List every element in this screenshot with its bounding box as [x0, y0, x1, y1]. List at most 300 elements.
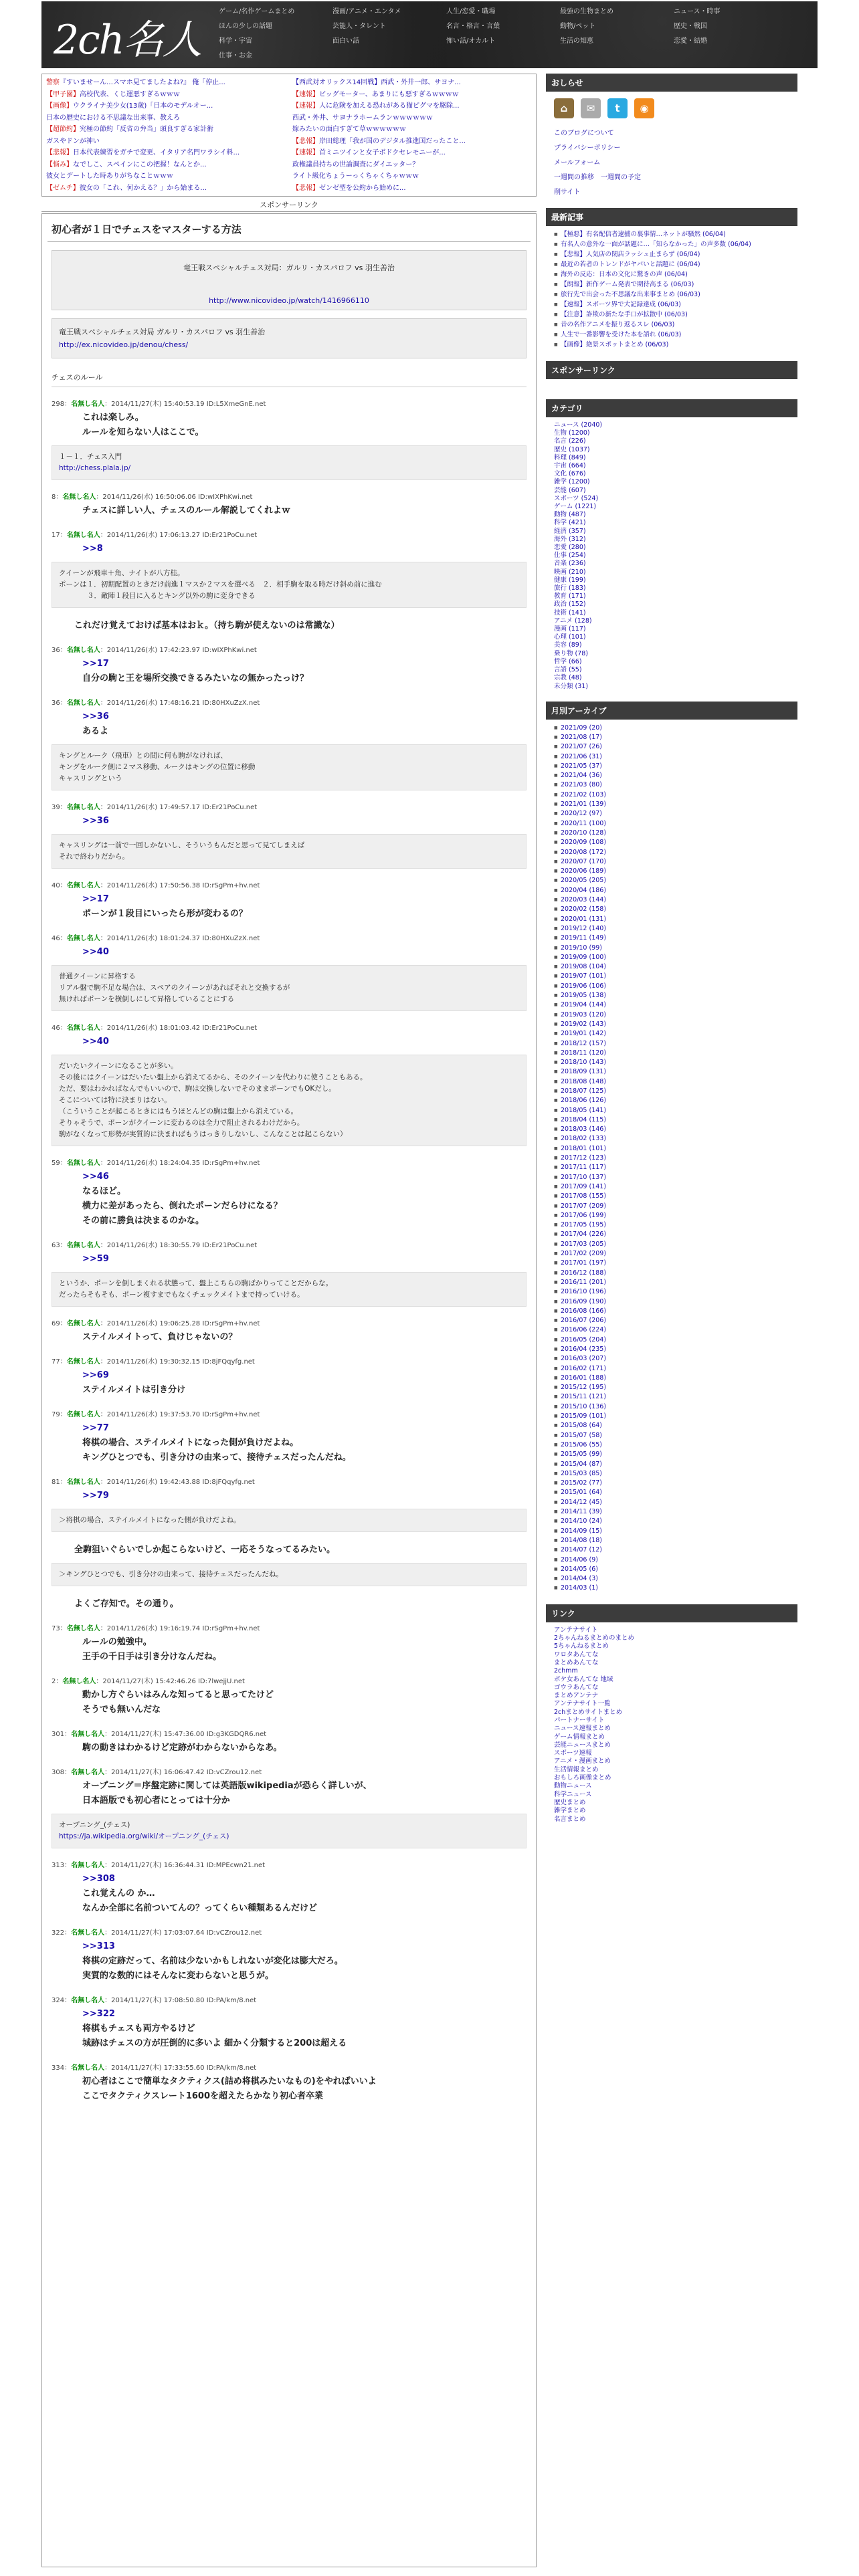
post-line: 将棋の場合、ステイルメイトになった側が負けだよね。 [82, 1438, 299, 1448]
news-item[interactable] [46, 147, 286, 159]
post-line: 初心者はここで簡単なタクティクス(詰め将棋みたいなもの)をやればいいよ [82, 2076, 377, 2086]
archive-link[interactable]: ■ 2018/07 (125) [554, 1087, 789, 1096]
archive-link[interactable]: ■ 2021/08 (17) [554, 733, 789, 742]
post-line: 実質的な数的にはそんなに変わらないと思うが。 [82, 1971, 274, 1981]
archive-link[interactable]: ■ 2017/10 (137) [554, 1173, 789, 1182]
site-logo[interactable]: 2ch名人 [54, 17, 201, 64]
category-link[interactable]: 文化 (676) [554, 470, 586, 478]
post-body [82, 1939, 527, 1983]
post-line: 将棋もチェスも両方やるけど [82, 2024, 195, 2034]
quote-line: ＞キングひとつでも、引き分けの由来って、接待チェスだったんだね。 [59, 1570, 283, 1578]
partner-link[interactable]: 2chまとめサイトまとめ [554, 1708, 623, 1716]
archive-link[interactable]: ■ 2015/07 (58) [554, 1431, 789, 1440]
news-title: 嫁みたいの面白すぎて草ｗｗｗｗｗｗ [292, 126, 406, 133]
news-title: 究極の節約「反省の弁当」頭良すぎる家計術 [80, 126, 213, 133]
news-item[interactable] [46, 183, 286, 195]
reply-anchor[interactable]: >>40 [82, 1037, 109, 1047]
reply-anchor[interactable]: >>69 [82, 1370, 109, 1380]
archive-link[interactable]: ■ 2021/07 (26) [554, 742, 789, 752]
news-item[interactable] [292, 136, 532, 148]
archive-link[interactable]: ■ 2019/09 (100) [554, 953, 789, 962]
category-link[interactable]: 歴史 (1037) [554, 445, 590, 453]
category-link[interactable]: 恋愛 (280) [554, 544, 586, 552]
archive-link[interactable]: ■ 2021/04 (36) [554, 771, 789, 780]
archive-link[interactable]: ■ 2018/06 (126) [554, 1096, 789, 1105]
category-link[interactable]: 経済 (357) [554, 527, 586, 535]
header-tag-link[interactable]: 面白い話 [332, 37, 359, 45]
header-tag-link[interactable]: 科学・宇宙 [219, 37, 252, 45]
archive-link[interactable]: ■ 2017/09 (141) [554, 1182, 789, 1192]
category-link[interactable]: 漫画 (117) [554, 625, 586, 633]
archive-link[interactable]: ■ 2015/02 (77) [554, 1479, 789, 1488]
post-body [82, 892, 527, 922]
news-item[interactable] [292, 171, 532, 183]
archive-link[interactable]: ■ 2017/04 (226) [554, 1230, 789, 1239]
archive-link[interactable]: ■ 2015/09 (101) [554, 1412, 789, 1421]
post-meta: ：2014/11/26(水) 16:50:06.06 ID:wIXPhKwi.net [96, 494, 253, 501]
partner-link[interactable]: 5ちゃんねるまとめ [554, 1642, 609, 1650]
header-tag-link[interactable]: 芸能人・タレント [332, 23, 386, 30]
archive-link[interactable]: ■ 2015/12 (195) [554, 1383, 789, 1392]
news-item[interactable] [46, 100, 286, 112]
archive-link[interactable]: ■ 2020/12 (97) [554, 809, 789, 819]
reply-anchor[interactable]: >>77 [82, 1423, 109, 1433]
archive-link[interactable]: ■ 2017/05 (195) [554, 1220, 789, 1230]
post-number: 39 [52, 804, 60, 811]
archive-link[interactable]: ■ 2018/04 (115) [554, 1115, 789, 1125]
thread-post [52, 1994, 527, 2051]
category-link[interactable]: アニメ (128) [554, 617, 592, 625]
post-body [82, 710, 527, 739]
category-link[interactable]: 旅行 (183) [554, 584, 586, 593]
link-box-url[interactable]: https://ja.wikipedia.org/wiki/オープニング_(チェス) [59, 1832, 229, 1840]
category-link[interactable]: 教育 (171) [554, 593, 586, 601]
post-line: 自分の駒と王を場所交換できるみたいなの無かったっけ？ [82, 673, 309, 683]
page [41, 1, 818, 2101]
post-author: 名無し名人 [66, 1242, 100, 1249]
archive-link[interactable]: ■ 2016/10 (196) [554, 1287, 789, 1297]
category-link[interactable]: 科学 (421) [554, 519, 586, 527]
news-title: 首ミニツインと女子ボドクセレモニーが... [319, 149, 446, 156]
sidebar-link[interactable]: メールフォーム [554, 159, 601, 167]
sidebar-link[interactable]: このブログについて [554, 130, 614, 137]
archive-link[interactable]: ■ 2021/09 (20) [554, 724, 789, 733]
partner-link[interactable]: アニメ・漫画まとめ [554, 1757, 611, 1765]
post-number: 79 [52, 1411, 60, 1418]
partner-link[interactable]: スポーツ速報 [554, 1749, 592, 1757]
archive-link[interactable]: ■ 2014/11 (39) [554, 1507, 789, 1517]
archive-link[interactable]: ■ 2020/10 (128) [554, 829, 789, 838]
category-link[interactable]: 言語 (55) [554, 666, 582, 674]
archive-link[interactable]: ■ 2019/03 (120) [554, 1010, 789, 1020]
link-box-url[interactable]: http://chess.plala.jp/ [59, 464, 131, 472]
header-tag-link[interactable]: 怖い話/オカルト [446, 37, 496, 45]
recent-article-link[interactable]: ■ 【極悪】有名配信者逮捕の裏事情…ネットが騒然 (06/04) [554, 230, 789, 239]
archive-link[interactable]: ■ 2021/06 (31) [554, 752, 789, 762]
archive-link[interactable]: ■ 2018/11 (120) [554, 1049, 789, 1058]
archive-link[interactable]: ■ 2017/03 (205) [554, 1240, 789, 1249]
category-link[interactable]: 海外 (312) [554, 535, 586, 543]
info-box-title: 竜王戦スペシャルチェス対局 ガルリ・カスパロフ vs 羽生善治 [59, 328, 266, 336]
video-link[interactable]: http://www.nicovideo.jp/watch/1416966110 [209, 296, 369, 305]
archive-link[interactable]: ■ 2018/08 (148) [554, 1077, 789, 1087]
news-item[interactable] [46, 171, 286, 183]
archive-link[interactable]: ■ 2017/02 (209) [554, 1249, 789, 1259]
archive-link[interactable]: ■ 2016/02 (171) [554, 1364, 789, 1374]
news-item[interactable] [292, 100, 532, 112]
partner-link[interactable]: ニュース速報まとめ [554, 1725, 611, 1733]
archive-link[interactable]: ■ 2015/06 (55) [554, 1440, 789, 1450]
archive-link[interactable]: ■ 2017/12 (123) [554, 1154, 789, 1163]
partner-link[interactable]: ポケ女あんてな 地域 [554, 1675, 613, 1683]
archive-link[interactable]: ■ 2016/08 (166) [554, 1307, 789, 1316]
news-item[interactable] [46, 89, 286, 101]
quote-line: キングをルーク側に２マス移動、ルークはキングの位置に移動 [59, 763, 256, 771]
category-link[interactable]: 動物 (487) [554, 511, 586, 519]
header-tag-link[interactable]: ニュース・時事 [674, 8, 721, 15]
archive-link[interactable]: ■ 2017/08 (155) [554, 1192, 789, 1201]
recent-article-link[interactable]: ■ 有名人の意外な一面が話題に…「知らなかった」の声多数 (06/04) [554, 240, 789, 249]
archive-link[interactable]: ■ 2017/01 (197) [554, 1259, 789, 1268]
archive-link[interactable]: ■ 2019/07 (101) [554, 972, 789, 981]
post-meta: ：2014/11/26(水) 19:37:53.70 ID:rSgPm+hv.net [100, 1411, 260, 1418]
header-tag-link[interactable]: ゲーム/名作ゲームまとめ [219, 8, 295, 15]
archive-link[interactable]: ■ 2018/10 (143) [554, 1058, 789, 1067]
partner-link[interactable]: 科学ニュース [554, 1790, 592, 1798]
info-box-link[interactable]: http://ex.nicovideo.jp/denou/chess/ [59, 340, 189, 349]
news-item[interactable] [292, 112, 532, 124]
recent-article-link[interactable]: ■ 旅行先で出会った不思議な出来事まとめ (06/03) [554, 290, 789, 299]
category-link[interactable]: 心理 (101) [554, 633, 586, 641]
reply-anchor[interactable]: >>308 [82, 1874, 115, 1884]
post-body [82, 1252, 527, 1267]
link-box [52, 1814, 527, 1848]
quote-box [52, 562, 527, 608]
archive-link[interactable]: ■ 2020/08 (172) [554, 848, 789, 857]
archive-link[interactable]: ■ 2015/01 (64) [554, 1488, 789, 1497]
post-body [82, 2007, 527, 2051]
archive-link[interactable]: ■ 2014/03 (1) [554, 1584, 789, 1593]
archive-link[interactable]: ■ 2021/02 (103) [554, 790, 789, 800]
archive-link[interactable]: ■ 2021/05 (37) [554, 762, 789, 771]
reply-anchor[interactable]: >>17 [82, 894, 109, 904]
archive-link[interactable]: ■ 2020/09 (108) [554, 838, 789, 847]
archive-link[interactable]: ■ 2015/08 (64) [554, 1421, 789, 1430]
post-line: ポーンが１段目にいったら形が変わるの？ [82, 909, 248, 919]
archive-link[interactable]: ■ 2020/04 (186) [554, 886, 789, 895]
post-number: 40 [52, 882, 60, 889]
quote-line: そりゃそうで、ポーンがクイーンに変わるのは全力で阻止されるわけだから。 [59, 1119, 304, 1127]
quote-box [52, 744, 527, 790]
archive-link[interactable]: ■ 2016/05 (204) [554, 1335, 789, 1345]
archive-link[interactable]: ■ 2019/10 (99) [554, 944, 789, 953]
news-tag: 【速報】 [292, 149, 319, 156]
category-link[interactable]: 宇宙 (664) [554, 462, 586, 470]
news-item[interactable] [292, 159, 532, 171]
partner-link[interactable]: アンテナサイト [554, 1626, 598, 1634]
category-link[interactable]: 芸能 (607) [554, 486, 586, 494]
archive-link[interactable]: ■ 2015/10 (136) [554, 1402, 789, 1412]
recent-article-link[interactable]: ■ 【画像】絶景スポットまとめ (06/03) [554, 340, 789, 349]
partner-link[interactable]: 動物ニュース [554, 1782, 592, 1790]
thread-post [52, 1728, 527, 1755]
reply-anchor[interactable]: >>59 [82, 1254, 109, 1264]
archive-link[interactable]: ■ 2018/03 (146) [554, 1125, 789, 1134]
archive-link[interactable]: ■ 2018/05 (141) [554, 1106, 789, 1115]
post-header: 63：名無し名人：2014/11/26(水) 18:30:55.79 ID:Er21PoCu.net [52, 1242, 258, 1249]
reply-anchor[interactable]: >>36 [82, 712, 109, 722]
archive-link[interactable]: ■ 2016/01 (188) [554, 1374, 789, 1383]
archive-link[interactable]: ■ 2015/05 (99) [554, 1450, 789, 1459]
post-meta: ：2014/11/26(水) 18:24:04.35 ID:rSgPm+hv.net [100, 1160, 260, 1167]
archive-link[interactable]: ■ 2017/06 (199) [554, 1211, 789, 1220]
post-author: 名無し名人 [66, 1160, 100, 1167]
post-line: 動かし方ぐらいはみんな知ってると思ってたけど [82, 1690, 274, 1700]
reply-anchor[interactable]: >>8 [82, 544, 103, 554]
post-meta: ：2014/11/26(水) 18:01:03.42 ID:Er21PoCu.net [100, 1025, 258, 1032]
category-link[interactable]: ニュース (2040) [554, 421, 603, 429]
archive-link[interactable]: ■ 2016/07 (206) [554, 1316, 789, 1325]
header-tag-link[interactable]: ほんの少しの話題 [219, 23, 272, 30]
category-link[interactable]: 仕事 (254) [554, 552, 586, 560]
archive-link[interactable]: ■ 2019/11 (149) [554, 934, 789, 943]
partner-link[interactable]: パートナーサイト [554, 1716, 605, 1724]
category-link[interactable]: 映画 (210) [554, 568, 586, 576]
archive-link[interactable]: ■ 2019/01 (142) [554, 1029, 789, 1039]
archive-link[interactable]: ■ 2020/03 (144) [554, 895, 789, 905]
sidebar-link[interactable]: 削サイト [554, 189, 581, 196]
header-tag-links [219, 5, 807, 62]
partner-link[interactable]: 生活情報まとめ [554, 1765, 599, 1774]
category-link[interactable]: 未分類 (31) [554, 682, 589, 690]
archive-link[interactable]: ■ 2016/06 (224) [554, 1325, 789, 1335]
post-header: 324：名無し名人：2014/11/27(木) 17:08:50.80 ID:PA/km/8.net [52, 1997, 257, 2004]
news-item[interactable] [46, 112, 286, 124]
archive-link[interactable]: ■ 2020/05 (205) [554, 876, 789, 885]
partner-link[interactable]: 2chmm [554, 1667, 578, 1675]
news-item[interactable] [46, 136, 286, 148]
post-number: 301 [52, 1731, 65, 1738]
quote-box [52, 1509, 527, 1532]
partner-link[interactable]: ゴウラあんてな [554, 1683, 599, 1691]
news-title: 彼女とデートした時ありがちなことｗｗｗ [46, 173, 173, 180]
section-heading: チェスのルール [52, 372, 527, 387]
category-link[interactable]: 名言 (226) [554, 437, 586, 445]
twitter-icon[interactable]: t [607, 98, 628, 118]
category-link[interactable]: 宗教 (48) [554, 674, 582, 682]
news-tag: 【悲報】 [292, 137, 319, 145]
header-tag-link[interactable]: 歴史・戦国 [674, 23, 707, 30]
thread [47, 398, 531, 2104]
category-link[interactable]: 技術 (141) [554, 609, 586, 617]
category-link[interactable]: 生物 (1200) [554, 429, 590, 437]
recent-article-link[interactable]: ■ 昔の名作アニメを振り返るスレ (06/03) [554, 320, 789, 329]
archive-link[interactable]: ■ 2019/06 (106) [554, 982, 789, 991]
archive-link[interactable]: ■ 2014/09 (15) [554, 1527, 789, 1536]
post-number: 8 [52, 494, 56, 501]
category-link[interactable]: 雑学 (1200) [554, 478, 590, 486]
recent-article-link[interactable]: ■ 【朗報】新作ゲーム発表で期待高まる (06/03) [554, 280, 789, 289]
rss-icon[interactable]: ◉ [634, 98, 654, 118]
partner-link[interactable]: おもしろ画像まとめ [554, 1774, 611, 1782]
archive-link[interactable]: ■ 2020/02 (158) [554, 905, 789, 914]
post-header: 2：名無し名人：2014/11/27(木) 15:42:46.26 ID:7lwejjU.net [52, 1678, 245, 1685]
post-line: 駒の動きはわかるけど定跡がわからないからなあ。 [82, 1743, 282, 1753]
category-link[interactable]: 美容 (89) [554, 641, 582, 649]
archive-link[interactable]: ■ 2014/10 (24) [554, 1517, 789, 1526]
reply-anchor[interactable]: >>40 [82, 947, 109, 957]
category-link[interactable]: 哲学 (66) [554, 657, 582, 665]
archive-link[interactable]: ■ 2019/02 (143) [554, 1020, 789, 1029]
post-header: 59：名無し名人：2014/11/26(水) 18:24:04.35 ID:rSgPm+hv.net [52, 1160, 260, 1167]
sidebar-link[interactable]: プライバシーポリシー [554, 144, 621, 152]
partner-link[interactable]: 芸能ニュースまとめ [554, 1741, 611, 1749]
archive-link[interactable]: ■ 2018/09 (131) [554, 1067, 789, 1077]
partner-link[interactable]: ワロタあんてな [554, 1650, 599, 1658]
archive-link[interactable]: ■ 2021/03 (80) [554, 780, 789, 790]
news-item[interactable] [292, 77, 532, 89]
header-tag-link[interactable]: 名言・格言・言葉 [446, 23, 500, 30]
archive-link[interactable]: ■ 2021/01 (139) [554, 800, 789, 809]
video-embed-box [52, 250, 527, 310]
archive-link[interactable]: ■ 2020/07 (170) [554, 857, 789, 867]
recent-article-link[interactable]: ■ 海外の反応：日本の文化に驚きの声 (06/04) [554, 270, 789, 279]
news-title: 『すいませーん…スマホ見てましたよね?』 俺「停止... [60, 79, 225, 86]
post-line: なるほど。 [82, 1186, 126, 1196]
archive-link[interactable]: ■ 2017/07 (209) [554, 1202, 789, 1211]
archive-link[interactable]: ■ 2016/12 (188) [554, 1269, 789, 1278]
post-body [82, 1170, 527, 1228]
reply-anchor[interactable]: >>46 [82, 1172, 109, 1182]
header-tag-link[interactable]: 生活の知恵 [560, 37, 593, 45]
partner-link[interactable]: ゲーム情報まとめ [554, 1733, 605, 1741]
reply-anchor[interactable]: >>17 [82, 659, 109, 669]
archive-link[interactable]: ■ 2018/02 (133) [554, 1134, 789, 1144]
archive-link[interactable]: ■ 2015/11 (121) [554, 1392, 789, 1402]
recent-article-link[interactable]: ■ 最近の若者のトレンドがヤバいと話題に (06/04) [554, 260, 789, 269]
header-tag-link[interactable]: 恋愛・結婚 [674, 37, 707, 45]
partner-link[interactable]: まとめアンテナ [554, 1692, 599, 1700]
quote-line: だいたいクイーンになることが多い。 [59, 1062, 178, 1070]
recent-article-link[interactable]: ■ 【速報】スポーツ界で大記録達成 (06/03) [554, 300, 789, 309]
post-meta: ：2014/11/27(木) 16:06:47.42 ID:vCZrou12.net [104, 1769, 262, 1776]
thread-post [52, 1408, 527, 1465]
news-item[interactable] [46, 124, 286, 136]
archive-link[interactable]: ■ 2014/07 (12) [554, 1545, 789, 1555]
reply-anchor[interactable]: >>36 [82, 816, 109, 826]
thread-post [52, 801, 527, 829]
thread-post [52, 1766, 527, 1808]
post-header: 69：名無し名人：2014/11/26(水) 19:06:25.28 ID:rSgPm+hv.net [52, 1320, 260, 1327]
partner-link[interactable]: 歴史まとめ [554, 1798, 586, 1806]
post-author: 名無し名人 [71, 1769, 105, 1776]
news-item[interactable] [46, 77, 286, 89]
partner-link[interactable]: 名言まとめ [554, 1815, 586, 1823]
header-tag-link[interactable]: 最強の生物まとめ [560, 8, 613, 15]
reply-anchor[interactable]: >>322 [82, 2009, 115, 2019]
header-tag-link[interactable]: 動物/ペット [560, 23, 596, 30]
archive-link[interactable]: ■ 2019/04 (144) [554, 1000, 789, 1010]
partner-link[interactable]: まとめあんてな [554, 1658, 599, 1667]
archive-link[interactable]: ■ 2016/11 (201) [554, 1278, 789, 1287]
recent-article-link[interactable]: ■ 【悲報】人気店の閉店ラッシュ止まらず (06/04) [554, 250, 789, 259]
reply-anchor[interactable]: >>79 [82, 1491, 109, 1501]
sidebar [546, 74, 797, 1828]
archive-link[interactable]: ■ 2014/12 (45) [554, 1498, 789, 1507]
post-author: 名無し名人 [71, 1997, 105, 2004]
category-link[interactable]: 健康 (199) [554, 576, 586, 584]
post-header: 81：名無し名人：2014/11/26(水) 19:42:43.88 ID:8jFQqyfg.net [52, 1479, 255, 1486]
post-author: 名無し名人 [71, 1731, 105, 1738]
home-icon[interactable]: ⌂ [554, 98, 574, 118]
recent-article-link[interactable]: ■ 【注意】詐欺の新たな手口が拡散中 (06/03) [554, 310, 789, 319]
news-title: 高校代表、くじ運悪すぎるｗｗｗ [80, 90, 180, 98]
category-link[interactable]: ゲーム (1221) [554, 503, 597, 511]
archive-link[interactable]: ■ 2020/06 (189) [554, 867, 789, 876]
category-link[interactable]: スポーツ (524) [554, 494, 599, 502]
partner-link[interactable]: アンテナサイト一覧 [554, 1700, 611, 1708]
news-tag: 【悩み】 [46, 160, 73, 169]
archive-link[interactable]: ■ 2017/11 (117) [554, 1163, 789, 1172]
archive-link[interactable]: ■ 2015/03 (85) [554, 1469, 789, 1479]
archive-link[interactable]: ■ 2020/01 (131) [554, 915, 789, 924]
archive-link[interactable]: ■ 2020/11 (100) [554, 819, 789, 829]
sidebar-link[interactable]: 一週間の推移 一週間の予定 [554, 174, 641, 181]
archive-link[interactable]: ■ 2014/08 (18) [554, 1536, 789, 1545]
archive-link[interactable]: ■ 2019/05 (138) [554, 991, 789, 1000]
partner-link[interactable]: 雑学まとめ [554, 1807, 586, 1815]
category-link[interactable]: 乗り物 (78) [554, 649, 589, 657]
archive-link[interactable]: ■ 2014/04 (3) [554, 1574, 789, 1584]
mail-icon[interactable]: ✉ [581, 98, 601, 118]
thread-post [52, 879, 527, 922]
archive-link[interactable]: ■ 2015/04 (87) [554, 1460, 789, 1469]
category-link[interactable]: 料理 (849) [554, 453, 586, 461]
post-meta: ：2014/11/27(木) 15:40:53.19 ID:L5XmeGnE.net [104, 401, 266, 408]
category-link[interactable]: 音楽 (236) [554, 560, 586, 568]
archive-link[interactable]: ■ 2014/06 (9) [554, 1555, 789, 1565]
header-tag-link[interactable]: 人生/恋愛・職場 [446, 8, 496, 15]
post-body [82, 1779, 527, 1808]
link-list [546, 1622, 797, 1828]
archive-link[interactable]: ■ 2016/09 (190) [554, 1297, 789, 1307]
news-item[interactable] [292, 89, 532, 101]
archive-link[interactable]: ■ 2016/04 (235) [554, 1345, 789, 1354]
archive-link[interactable]: ■ 2018/12 (157) [554, 1039, 789, 1049]
archive-link[interactable]: ■ 2018/01 (101) [554, 1144, 789, 1154]
post-line: 日本語版でも初心者にとっては十分か [82, 1796, 230, 1806]
news-title: 人に危険を加える恐れがある猫ピグマを駆除... [319, 102, 460, 110]
archive-link[interactable]: ■ 2016/03 (207) [554, 1354, 789, 1364]
news-item[interactable] [292, 124, 532, 136]
news-item[interactable] [292, 147, 532, 159]
news-item[interactable] [292, 183, 532, 195]
header-tag-link[interactable]: 仕事・お金 [219, 52, 252, 60]
post-body [82, 2074, 527, 2104]
news-item[interactable] [46, 159, 286, 171]
thread-post [52, 932, 527, 960]
archive-link[interactable]: ■ 2019/12 (140) [554, 924, 789, 934]
archive-link[interactable]: ■ 2014/05 (6) [554, 1565, 789, 1574]
partner-link[interactable]: 2ちゃんねるまとめのまとめ [554, 1634, 635, 1642]
reply-anchor[interactable]: >>313 [82, 1941, 115, 1951]
archive-link[interactable]: ■ 2019/08 (104) [554, 962, 789, 972]
header-tag-link[interactable]: 漫画/アニメ・エンタメ [332, 8, 401, 15]
post-meta: ：2014/11/26(水) 19:30:32.15 ID:8jFQqyfg.net [100, 1358, 255, 1366]
category-link[interactable]: 政治 (152) [554, 601, 586, 609]
sidebar-header-category: カテゴリ [546, 399, 797, 417]
recent-article-link[interactable]: ■ 人生で一番影響を受けた本を語れ (06/03) [554, 330, 789, 339]
